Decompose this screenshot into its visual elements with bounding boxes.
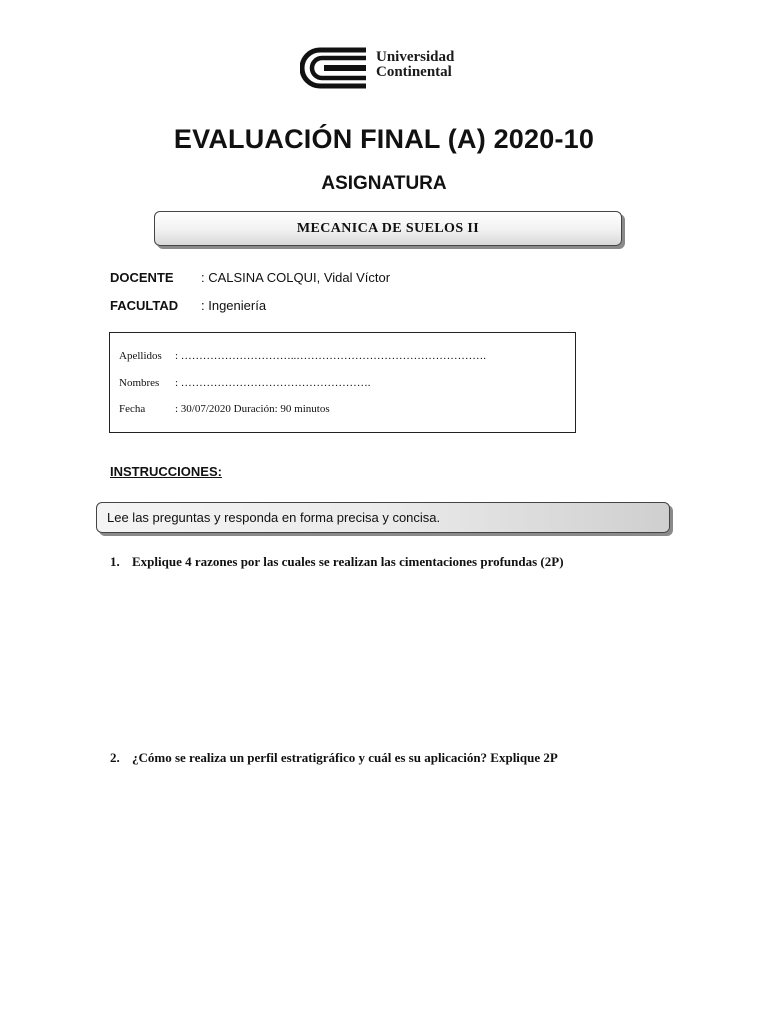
apellidos-field[interactable]: : …………………………..……………………………………………. xyxy=(175,350,487,362)
nombres-row xyxy=(119,377,371,389)
facultad-label: FACULTAD xyxy=(110,298,179,313)
fecha-label: Fecha xyxy=(119,403,146,415)
question-1-text: Explique 4 razones por las cuales se realizan las cimentaciones profundas (2P) xyxy=(132,554,564,569)
apellidos-label: Apellidos xyxy=(119,350,162,362)
question-1 xyxy=(110,554,564,570)
instructions-box xyxy=(96,502,670,533)
instructions-heading: INSTRUCCIONES: xyxy=(110,464,222,479)
course-name-box xyxy=(154,211,622,246)
fecha-row xyxy=(119,403,330,415)
student-info-box xyxy=(109,332,576,433)
course-name: MECANICA DE SUELOS II xyxy=(296,220,480,236)
docente-value: : CALSINA COLQUI, Vidal Víctor xyxy=(201,270,391,285)
facultad-value: : Ingeniería xyxy=(201,298,267,313)
question-2-number: 2. xyxy=(110,750,120,765)
question-2 xyxy=(110,750,558,766)
university-name xyxy=(376,50,454,80)
subject-heading: ASIGNATURA xyxy=(321,173,447,194)
instructions-text: Lee las preguntas y responda en forma precisa y concisa. xyxy=(107,510,441,525)
question-1-number: 1. xyxy=(110,554,120,569)
university-name-line2: Continental xyxy=(376,64,452,80)
docente-label: DOCENTE xyxy=(110,270,174,285)
exam-title: EVALUACIÓN FINAL (A) 2020-10 xyxy=(173,124,595,154)
nombres-field[interactable]: : ……………………………………………. xyxy=(175,377,371,389)
question-2-text: ¿Cómo se realiza un perfil estratigráfico y cuál es su aplicación? Explique 2P xyxy=(132,750,558,765)
nombres-label: Nombres xyxy=(119,377,160,389)
fecha-value: : 30/07/2020 Duración: 90 minutos xyxy=(175,403,330,415)
apellidos-row xyxy=(119,350,486,362)
university-name-line1: Universidad xyxy=(376,49,455,65)
